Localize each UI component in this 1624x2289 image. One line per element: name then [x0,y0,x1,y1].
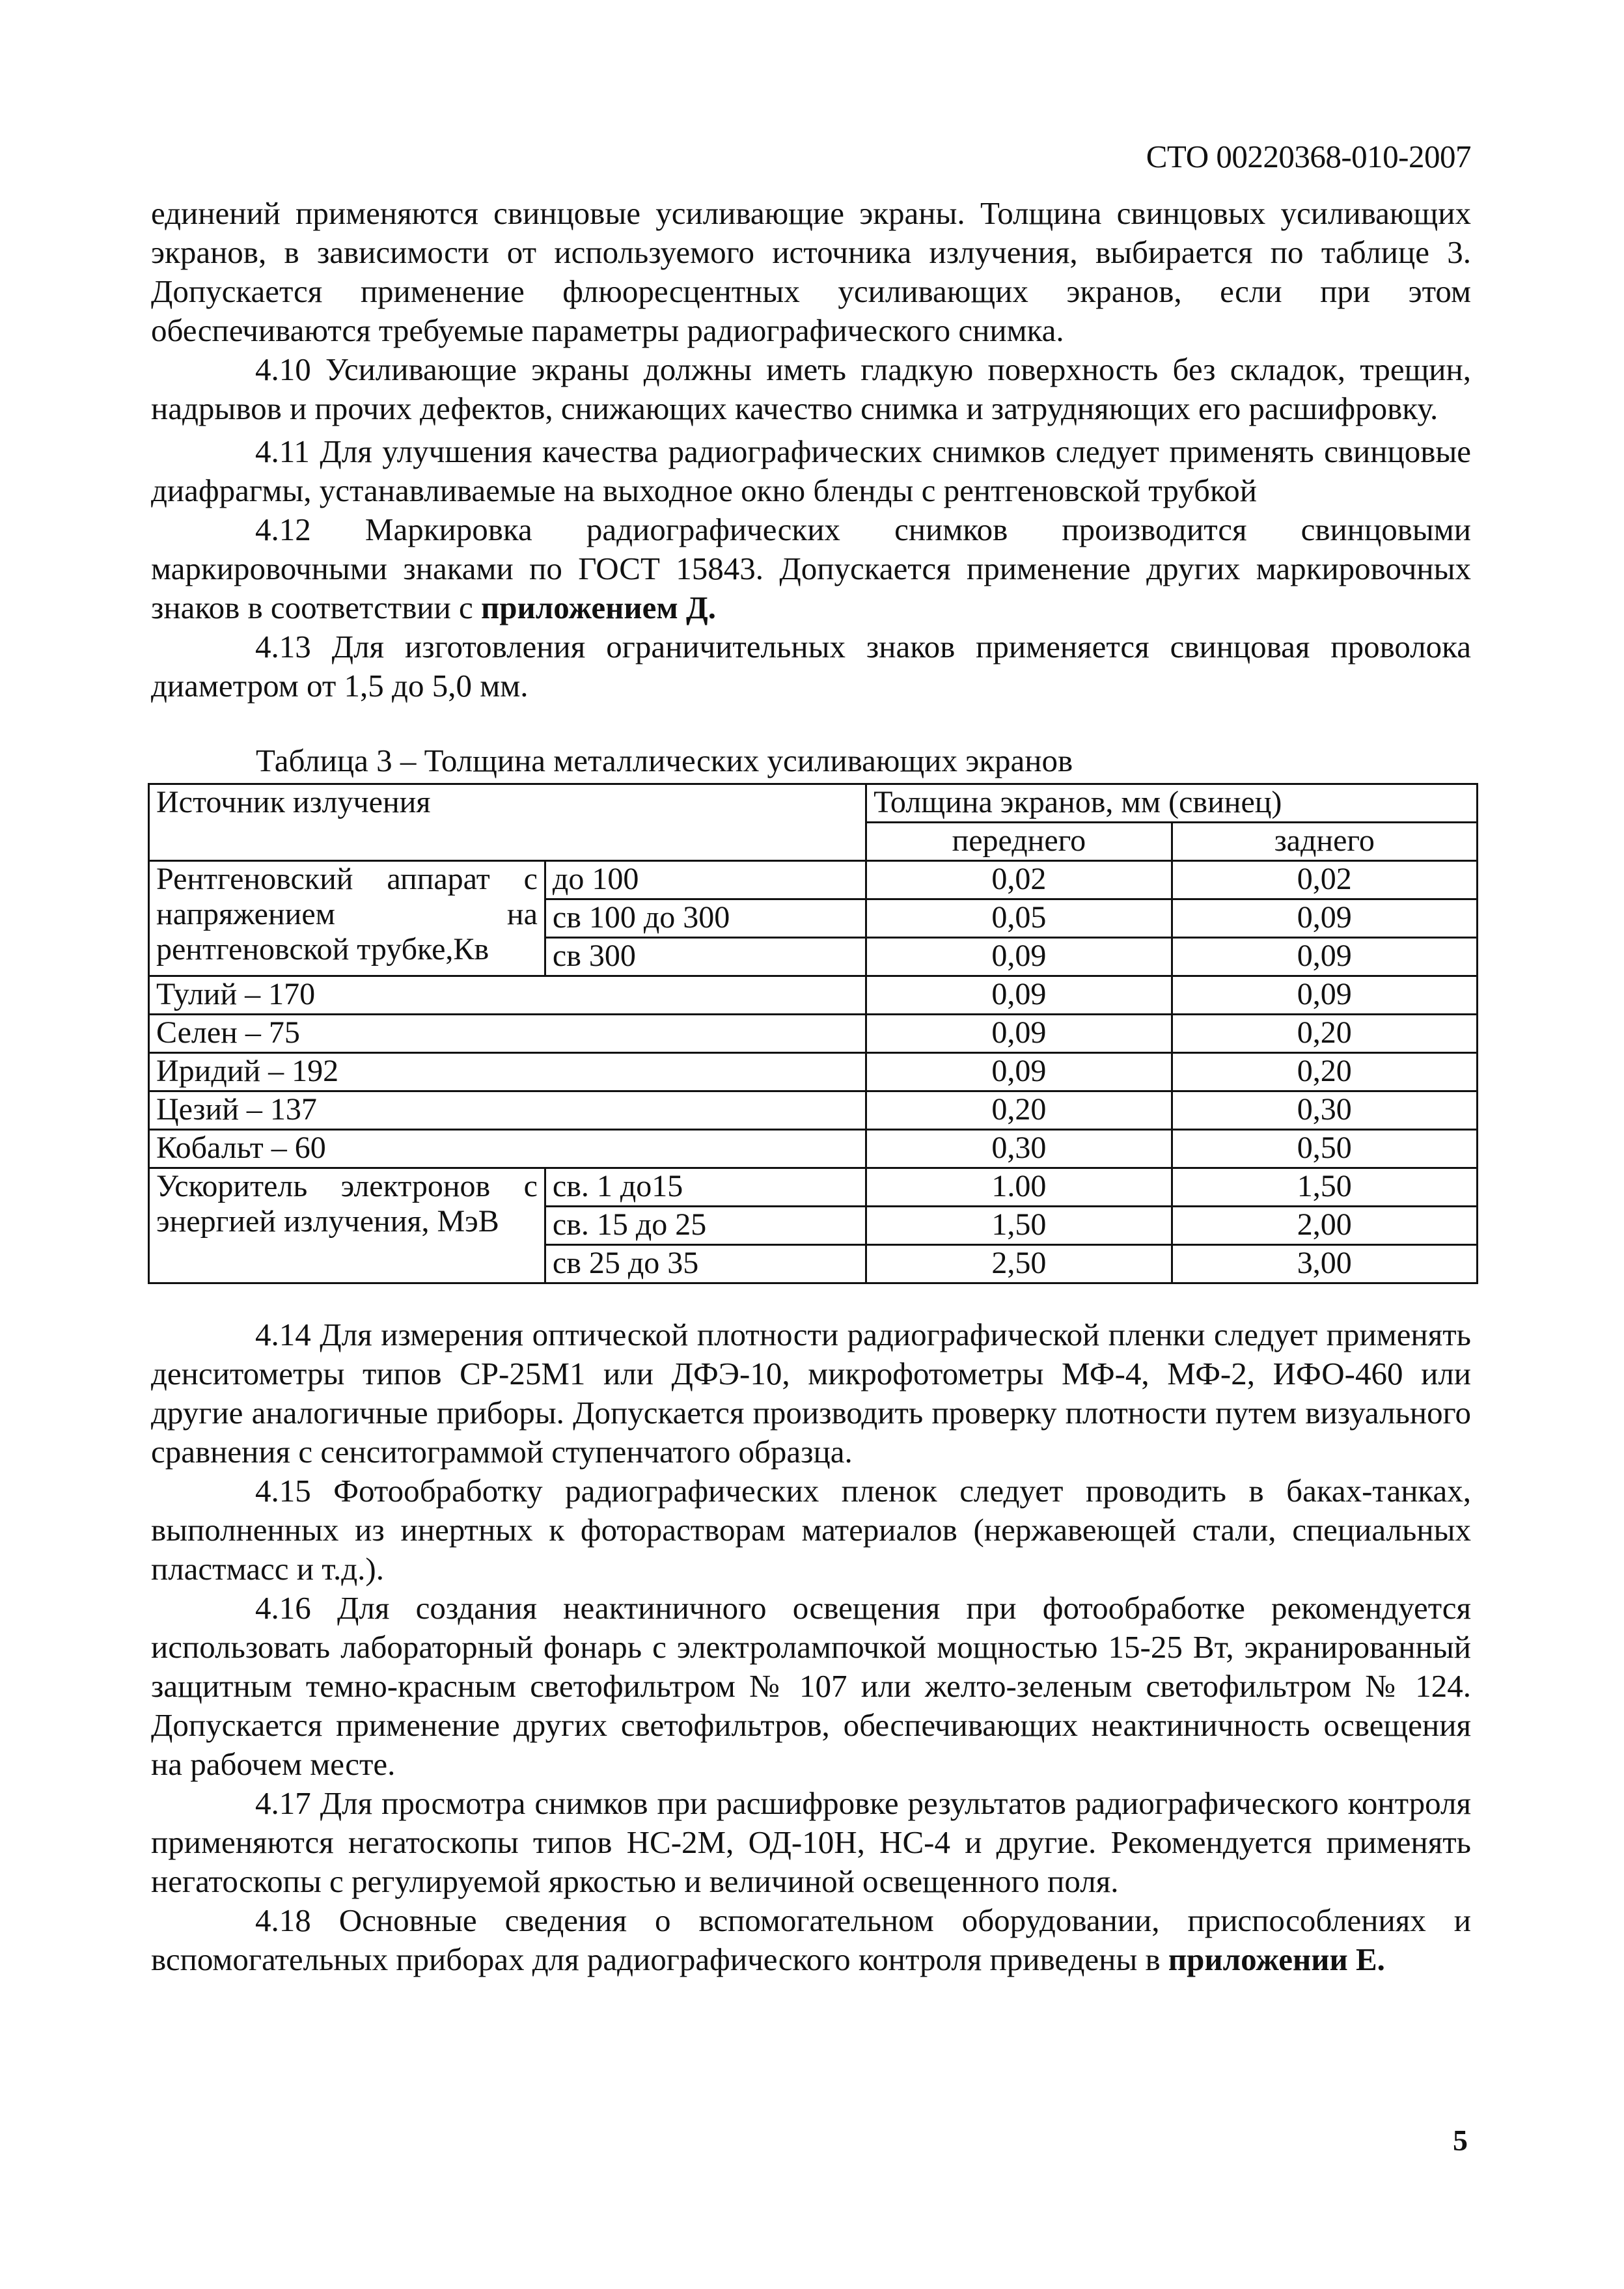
table-row [149,1053,1478,1091]
back-value: 0,09 [1172,976,1477,1015]
voltage-range: св 100 до 300 [545,899,866,938]
header-source: Источник излучения [149,784,866,861]
energy-range: св 25 до 35 [545,1245,866,1283]
paragraph-4-11: 4.11 Для улучшения качества радиографических снимков следует применять свинцовые диафрагмы, устанавливаемые на выходное окно бленды с рентгеновской трубкой [151,433,1471,508]
front-value: 0,09 [866,1015,1172,1053]
table-row [149,1091,1478,1130]
xray-label: Рентгеновский аппарат с напряжением на рентгеновской трубке,Кв [149,861,545,976]
accelerator-label: Ускоритель электронов с энергией излучения, МэВ [149,1168,545,1283]
paragraph-4-13: 4.13 Для изготовления ограничительных знаков применяется свинцовая проволока диаметром от 1,5 до 5,0 мм. [151,629,1471,704]
paragraph-4-12-text: 4.12 Маркировка радиографических снимков производится свинцовыми маркировочными знаками по ГОСТ 15843. Допускается применение других маркировочных знаков в соответствии с [151,512,1471,625]
table-3 [148,783,1478,1284]
table-header-row [149,784,1478,823]
back-value: 3,00 [1172,1245,1477,1283]
appendix-e-reference: приложении Е. [1168,1941,1385,1977]
voltage-range: до 100 [545,861,866,899]
back-value: 0,30 [1172,1091,1477,1130]
back-value: 0,20 [1172,1015,1477,1053]
back-value: 0,09 [1172,899,1477,938]
table-row [149,976,1478,1015]
back-value: 0,02 [1172,861,1477,899]
paragraph-4-12 [151,510,1471,627]
header-thickness: Толщина экранов, мм (свинец) [866,784,1478,823]
isotope-name: Кобальт – 60 [149,1130,866,1168]
front-value: 0,20 [866,1091,1172,1130]
back-value: 2,00 [1172,1207,1477,1245]
paragraph-4-15: 4.15 Фотообработку радиографических пленок следует проводить в баках-танках, выполненных из инертных к фоторастворам материалов (нержавеющей стали, специальных пластмасс и т.д.). [151,1473,1471,1587]
header-back: заднего [1172,823,1477,861]
front-value: 1.00 [866,1168,1172,1207]
back-value: 0,20 [1172,1053,1477,1091]
energy-range: св. 1 до15 [545,1168,866,1207]
isotope-name: Селен – 75 [149,1015,866,1053]
text-block-bottom [151,1315,1471,1979]
appendix-d-reference: приложением Д. [481,590,716,625]
energy-range: св. 15 до 25 [545,1207,866,1245]
paragraph-4-18-text: 4.18 Основные сведения о вспомогательном оборудовании, приспособлениях и вспомогательных приборах для радиографического контроля приведены в [151,1902,1471,1977]
isotope-name: Тулий – 170 [149,976,866,1015]
text-block-top [151,194,1471,706]
header-front: переднего [866,823,1172,861]
voltage-range: св 300 [545,938,866,976]
front-value: 0,05 [866,899,1172,938]
isotope-name: Цезий – 137 [149,1091,866,1130]
table-row [149,861,1478,899]
paragraph-4-10: 4.10 Усиливающие экраны должны иметь гладкую поверхность без складок, трещин, надрывов и прочих дефектов, снижающих качество снимка и затрудняющих его расшифровку. [151,351,1471,426]
front-value: 2,50 [866,1245,1172,1283]
paragraph-continuation: единений применяются свинцовые усиливающие экраны. Толщина свинцовых усиливающих экранов, в зависимости от используемого источника излучения, выбирается по таблице 3. Допускается применение флюоресцентных усиливающих экранов, если при этом обеспечиваются требуемые параметры радиографического снимка. [151,195,1471,348]
table-row [149,1015,1478,1053]
front-value: 0,09 [866,976,1172,1015]
paragraph-4-18 [151,1901,1471,1979]
back-value: 0,09 [1172,938,1477,976]
front-value: 0,02 [866,861,1172,899]
document-code: СТО 00220368-010-2007 [1146,139,1471,174]
front-value: 1,50 [866,1207,1172,1245]
paragraph-4-14: 4.14 Для измерения оптической плотности радиографической пленки следует применять денситометры типов СР-25М1 или ДФЭ-10, микрофотометры МФ-4, МФ-2, ИФО-460 или другие аналогичные приборы. Допускается производить проверку плотности путем визуального сравнения с сенситограммой ступенчатого образца. [151,1317,1471,1470]
front-value: 0,09 [866,1053,1172,1091]
paragraph-4-17: 4.17 Для просмотра снимков при расшифровке результатов радиографического контроля применяются негатоскопы типов НС-2М, ОД-10Н, НС-4 и другие. Рекомендуется применять негатоскопы с регулируемой яркостью и величиной освещенного поля. [151,1785,1471,1899]
table-row [149,1130,1478,1168]
table-caption: Таблица 3 – Толщина металлических усиливающих экранов [256,743,1073,778]
paragraph-4-16: 4.16 Для создания неактиничного освещения при фотообработке рекомендуется использовать лабораторный фонарь с электролампочкой мощностью 15-25 Вт, экранированный защитным темно-красным светофильтром № 107 или желто-зеленым светофильтром № 124. Допускается применение других светофильтров, обеспечивающих неактиничность освещения на рабочем месте. [151,1590,1471,1782]
page-number: 5 [1453,2124,1468,2157]
table-row [149,1168,1478,1207]
front-value: 0,09 [866,938,1172,976]
isotope-name: Иридий – 192 [149,1053,866,1091]
back-value: 1,50 [1172,1168,1477,1207]
back-value: 0,50 [1172,1130,1477,1168]
front-value: 0,30 [866,1130,1172,1168]
